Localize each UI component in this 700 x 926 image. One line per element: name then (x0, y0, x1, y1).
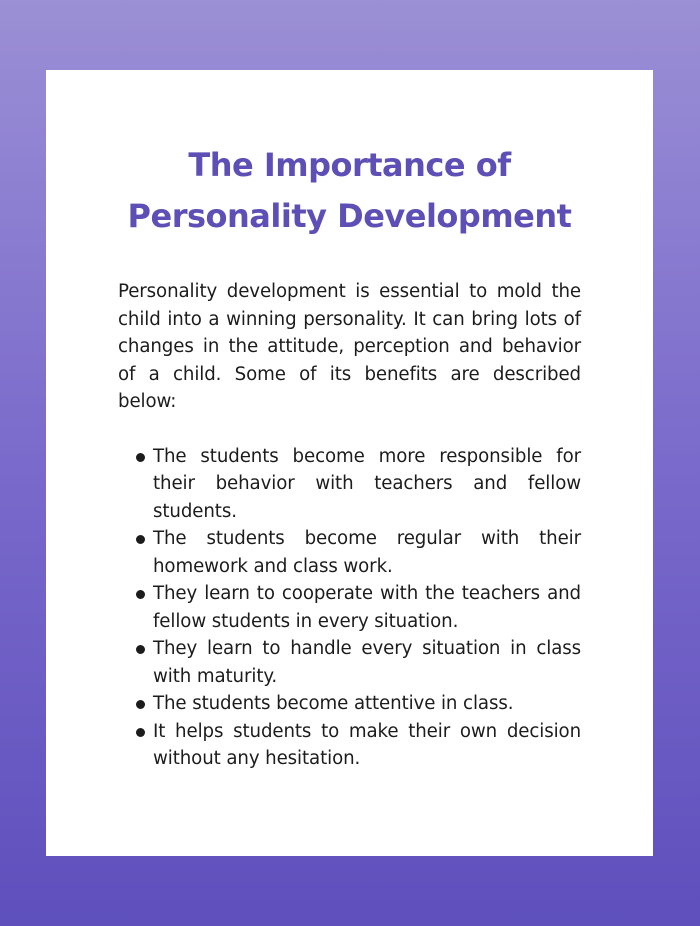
list-item-text: They learn to cooperate with the teachers and fellow students in every situation. (153, 583, 581, 632)
benefits-list (118, 443, 581, 773)
intro-paragraph: Personality development is essential to mold the child into a winning personality. It can bring lots of changes in the attitude, perception and behavior of a child. Some of its benefits are described below: (118, 281, 581, 412)
list-item-text: The students become more responsible for their behavior with teachers and fellow students. (153, 445, 581, 522)
document-card (46, 70, 653, 856)
bullet-icon (136, 728, 145, 737)
bullet-icon (136, 645, 145, 654)
list-item (153, 690, 581, 718)
bullet-icon (136, 453, 145, 462)
list-item (153, 635, 581, 690)
bullet-icon (136, 590, 145, 599)
list-item-text: The students become attentive in class. (153, 693, 514, 714)
bullet-icon (136, 700, 145, 709)
list-item (153, 580, 581, 635)
list-item (153, 443, 581, 526)
bullet-icon (136, 535, 145, 544)
list-item (153, 718, 581, 773)
list-item-text: They learn to handle every situation in class with maturity. (153, 638, 581, 687)
list-item-text: The students become regular with their homework and class work. (153, 528, 581, 577)
list-item-text: It helps students to make their own decision without any hesitation. (153, 720, 581, 769)
list-item (153, 525, 581, 580)
page-title: The Importance of Personality Development (127, 146, 572, 235)
